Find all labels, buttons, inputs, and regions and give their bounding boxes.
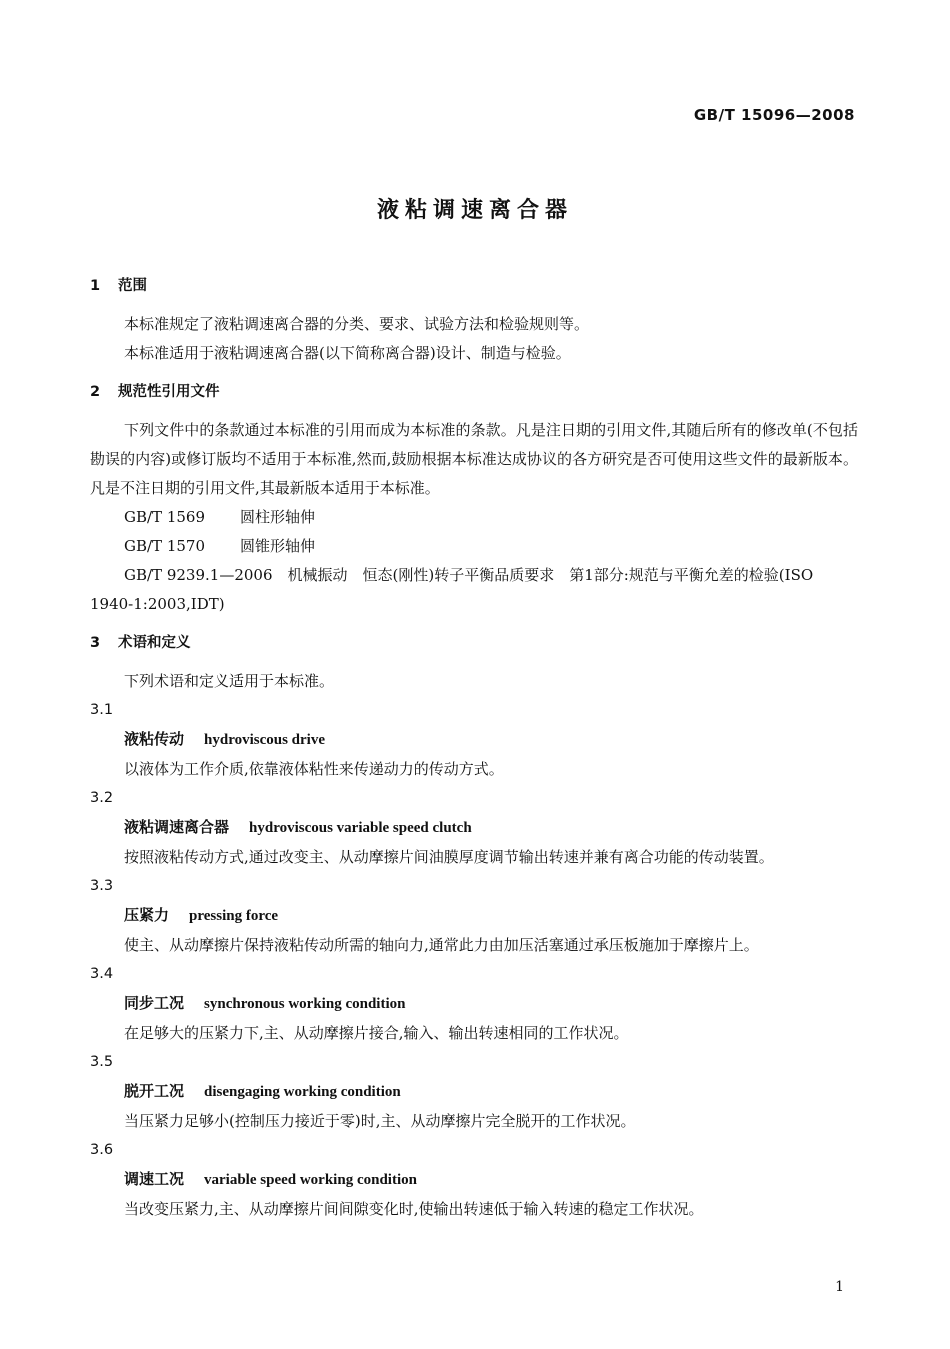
- term-en: hydroviscous drive: [204, 732, 326, 748]
- term-number: 3.3: [90, 878, 114, 894]
- term-zh: 脱开工况: [124, 1082, 185, 1100]
- term-definition: 使主、从动摩擦片保持液粘传动所需的轴向力,通常此力由加压活塞通过承压板施加于摩擦片上。: [124, 936, 759, 954]
- term-en: hydroviscous variable speed clutch: [249, 820, 472, 836]
- standard-code: GB/T 15096—2008: [693, 106, 855, 124]
- reference-code: GB/T 1569: [124, 508, 206, 526]
- term-number: 3.6: [90, 1142, 114, 1158]
- term-entry: [90, 725, 858, 755]
- term-number: 3.4: [90, 966, 114, 982]
- term-entry: [90, 1077, 858, 1107]
- term-definition: 按照液粘传动方式,通过改变主、从动摩擦片间油膜厚度调节输出转速并兼有离合功能的传动装置。: [124, 848, 774, 866]
- reference-item: [90, 532, 858, 561]
- reference-code: GB/T 1570: [124, 537, 206, 555]
- section-title: 范围: [118, 278, 147, 294]
- term-entry: [90, 813, 858, 843]
- term-entry: [90, 1165, 858, 1195]
- term-en: disengaging working condition: [204, 1084, 401, 1100]
- term-number: 3.1: [90, 702, 114, 718]
- reference-item: [90, 503, 858, 532]
- section-number: 2: [90, 384, 101, 400]
- paragraph: 下列术语和定义适用于本标准。: [124, 672, 335, 690]
- term-definition: 在足够大的压紧力下,主、从动摩擦片接合,输入、输出转速相同的工作状况。: [124, 1024, 629, 1042]
- term-zh: 液粘调速离合器: [124, 818, 230, 836]
- reference-item-long: GB/T 9239.1—2006 机械振动 恒态(刚性)转子平衡品质要求 第1部分:规范与平衡允差的检验(ISO 1940-1:2003,IDT): [90, 566, 814, 613]
- section-number: 3: [90, 635, 101, 651]
- term-zh: 调速工况: [124, 1170, 185, 1188]
- term-definition: 当改变压紧力,主、从动摩擦片间间隙变化时,使输出转速低于输入转速的稳定工作状况。: [124, 1200, 704, 1218]
- term-number: 3.5: [90, 1054, 114, 1070]
- paragraph: 本标准适用于液粘调速离合器(以下简称离合器)设计、制造与检验。: [124, 344, 571, 362]
- section-title: 术语和定义: [118, 635, 191, 651]
- paragraph: 下列文件中的条款通过本标准的引用而成为本标准的条款。凡是注日期的引用文件,其随后所有的修改单(不包括勘误的内容)或修订版均不适用于本标准,然而,鼓励根据本标准达成协议的各方研究是否可使用这些文件的最新版本。凡是不注日期的引用文件,其最新版本适用于本标准。: [90, 421, 858, 497]
- section-heading-terms: [90, 629, 858, 657]
- term-zh: 压紧力: [124, 906, 170, 924]
- term-definition: 当压紧力足够小(控制压力接近于零)时,主、从动摩擦片完全脱开的工作状况。: [124, 1112, 636, 1130]
- term-en: synchronous working condition: [204, 996, 406, 1012]
- term-entry: [90, 901, 858, 931]
- document-title: 液粘调速离合器: [376, 198, 573, 223]
- section-heading-scope: [90, 272, 858, 300]
- section-title: 规范性引用文件: [118, 384, 220, 400]
- term-en: variable speed working condition: [204, 1172, 417, 1188]
- term-zh: 同步工况: [124, 994, 185, 1012]
- paragraph: 本标准规定了液粘调速离合器的分类、要求、试验方法和检验规则等。: [124, 315, 590, 333]
- section-number: 1: [90, 278, 101, 294]
- document-body: [90, 272, 858, 1224]
- term-entry: [90, 989, 858, 1019]
- reference-title: 圆锥形轴伸: [240, 537, 316, 555]
- term-number: 3.2: [90, 790, 114, 806]
- term-zh: 液粘传动: [124, 730, 185, 748]
- section-heading-normative-references: [90, 378, 858, 406]
- term-en: pressing force: [189, 908, 279, 924]
- term-definition: 以液体为工作介质,依靠液体粘性来传递动力的传动方式。: [124, 760, 504, 778]
- page-number: 1: [835, 1279, 844, 1295]
- reference-title: 圆柱形轴伸: [240, 508, 316, 526]
